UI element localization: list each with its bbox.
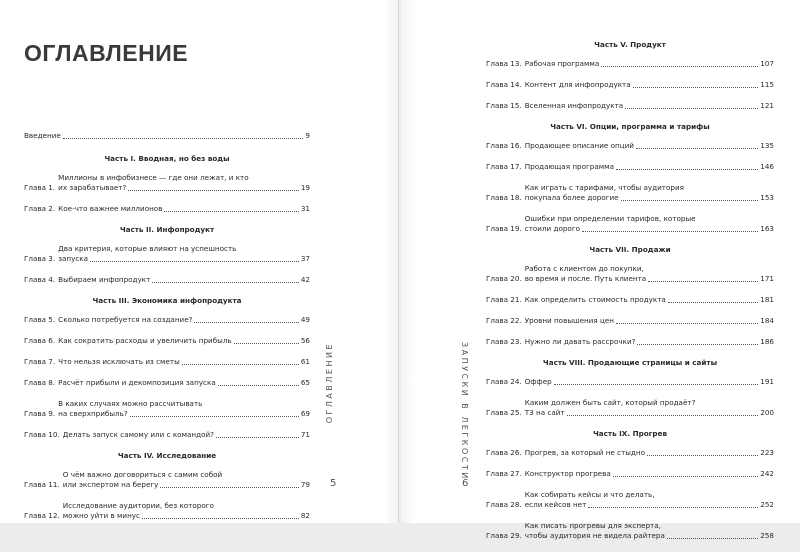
toc-entry[interactable] — [24, 399, 310, 419]
chapter-number: Глава 22. — [486, 316, 522, 325]
dot-leader — [621, 200, 759, 201]
chapter-title: Рабочая программа — [524, 59, 600, 68]
toc-intro[interactable] — [24, 131, 310, 141]
toc-entry[interactable] — [486, 377, 774, 387]
toc-entry-body — [58, 315, 310, 325]
chapter-page: 31 — [300, 204, 310, 213]
toc-entry-line — [63, 430, 310, 440]
toc-entry[interactable] — [486, 398, 774, 418]
toc-part-heading: Часть II. Инфопродукт — [119, 225, 215, 234]
chapter-number: Глава 10. — [24, 430, 60, 439]
chapter-number: Глава 3. — [24, 254, 56, 263]
toc-entry-body — [58, 173, 310, 193]
toc-entry-body — [525, 316, 774, 326]
chapter-title: Что нельзя исключать из сметы — [58, 357, 180, 366]
toc-entry-body — [24, 131, 310, 141]
toc-intro-label: Введение — [24, 131, 61, 140]
toc-entry-line — [525, 59, 774, 69]
chapter-number: Глава 14. — [486, 80, 522, 89]
chapter-number: Глава 16. — [486, 141, 522, 150]
chapter-title: Кое-что важнее миллионов — [58, 204, 163, 213]
dot-leader — [633, 87, 759, 88]
dot-leader — [588, 507, 758, 508]
dot-leader — [613, 476, 759, 477]
chapter-title: Контент для инфопродукта — [524, 80, 631, 89]
toc-entry-body — [525, 141, 774, 151]
toc-entry-line — [63, 511, 310, 521]
page-title: ОГЛАВЛЕНИЕ — [24, 40, 189, 66]
toc-entry[interactable] — [24, 244, 310, 264]
chapter-title: во время и после. Путь клиента — [524, 274, 647, 283]
chapter-page: 135 — [760, 141, 774, 150]
gutter-shadow — [401, 0, 415, 523]
dot-leader — [625, 108, 758, 109]
toc-entry[interactable] — [486, 101, 774, 111]
chapter-page: 186 — [760, 337, 774, 346]
toc-entry-line — [525, 448, 774, 458]
chapter-page: 252 — [760, 500, 774, 509]
chapter-page: 79 — [300, 480, 310, 489]
chapter-number: Глава 12. — [24, 511, 60, 520]
toc-entry[interactable] — [24, 204, 310, 214]
toc-entry-body — [525, 59, 774, 69]
chapter-title-line: Миллионы в инфобизнесе — где они лежат, и кто — [58, 173, 249, 182]
chapter-number: Глава 9. — [24, 409, 56, 418]
chapter-title: Сколько потребуется на создание? — [58, 315, 193, 324]
dot-leader — [616, 323, 758, 324]
toc-entry-line — [525, 162, 774, 172]
chapter-title: покупала более дорогие — [524, 193, 619, 202]
toc-entry-body — [525, 377, 774, 387]
toc-entry-line — [58, 204, 310, 214]
dot-leader — [637, 344, 758, 345]
toc-entry[interactable] — [486, 469, 774, 479]
dot-leader — [647, 455, 758, 456]
chapter-title-line: Исследование аудитории, без которого — [62, 501, 214, 510]
chapter-number: Глава 13. — [486, 59, 522, 68]
dot-leader — [128, 190, 299, 191]
toc-entry-line — [58, 336, 310, 346]
toc-entry[interactable] — [24, 357, 310, 367]
dot-leader — [616, 169, 758, 170]
page-number: 6 — [462, 478, 469, 489]
toc-entry-body — [58, 378, 310, 388]
toc-entry-line — [525, 377, 774, 387]
toc-entry-body — [58, 357, 310, 367]
chapter-number: Глава 5. — [24, 315, 56, 324]
dot-leader — [142, 518, 299, 519]
toc-entry-body — [525, 398, 774, 418]
toc-entry-line — [58, 357, 310, 367]
right-page — [401, 0, 800, 540]
chapter-page: 61 — [300, 357, 310, 366]
toc-entry-body — [58, 336, 310, 346]
chapter-number: Глава 20. — [486, 274, 522, 283]
toc-entry[interactable] — [486, 214, 774, 234]
dot-leader — [152, 282, 299, 283]
toc-entry[interactable] — [486, 295, 774, 305]
running-head: ЗАПУСКИ В ЛЕГКОСТИ — [460, 342, 469, 481]
chapter-number: Глава 2. — [24, 204, 56, 213]
toc-entry[interactable] — [24, 173, 310, 193]
toc-entry-line — [525, 101, 774, 111]
toc-entry-line — [525, 316, 774, 326]
chapter-title: на сверхприбыль? — [58, 409, 128, 418]
toc-entry[interactable] — [486, 162, 774, 172]
chapter-number: Глава 24. — [486, 377, 522, 386]
toc-entry-body — [525, 214, 774, 234]
chapter-title: Делать запуск самому или с командой? — [62, 430, 214, 439]
toc-part-heading: Часть IV. Исследование — [117, 451, 217, 460]
chapter-number: Глава 4. — [24, 275, 56, 284]
chapter-number: Глава 17. — [486, 162, 522, 171]
toc-entry-line — [58, 275, 310, 285]
page-number: 5 — [330, 478, 337, 489]
toc-entry-line — [525, 224, 774, 234]
chapter-page: 163 — [760, 224, 774, 233]
toc-entry[interactable] — [24, 470, 310, 490]
chapter-number: Глава 25. — [486, 408, 522, 417]
toc-entry-line — [58, 254, 310, 264]
dot-leader — [554, 384, 759, 385]
toc-entry-line — [58, 183, 310, 193]
toc-entry[interactable] — [486, 141, 774, 151]
dot-leader — [63, 138, 304, 139]
toc-entry-body — [58, 244, 310, 264]
chapter-page: 171 — [760, 274, 774, 283]
toc-entry-body — [525, 80, 774, 90]
dot-leader — [218, 385, 299, 386]
chapter-title: ТЗ на сайт — [524, 408, 565, 417]
toc-list-right — [486, 40, 774, 552]
toc-entry[interactable] — [486, 264, 774, 284]
toc-entry-line — [525, 80, 774, 90]
chapter-page: 146 — [760, 162, 774, 171]
chapter-title-line: Каким должен быть сайт, который продаёт? — [524, 398, 696, 407]
running-head: ОГЛАВЛЕНИЕ — [325, 342, 334, 424]
toc-entry-body — [525, 521, 774, 541]
toc-entry-line — [525, 274, 774, 284]
chapter-title: Как сократить расходы и увеличить прибыль — [58, 336, 232, 345]
toc-entry[interactable] — [24, 336, 310, 346]
chapter-title: можно уйти в минус — [62, 511, 141, 520]
chapter-page: 200 — [760, 408, 774, 417]
toc-entry[interactable] — [486, 337, 774, 347]
toc-entry[interactable] — [24, 315, 310, 325]
toc-entry-line — [58, 315, 310, 325]
toc-entry-body — [58, 204, 310, 214]
dot-leader — [636, 148, 758, 149]
toc-entry-body — [525, 448, 774, 458]
chapter-number: Глава 15. — [486, 101, 522, 110]
chapter-title: Конструктор прогрева — [524, 469, 611, 478]
toc-entry-line — [525, 337, 774, 347]
toc-entry-line — [24, 131, 310, 141]
toc-entry-line — [525, 408, 774, 418]
chapter-title: их зарабатывает? — [58, 183, 127, 192]
toc-part-heading: Часть IX. Прогрев — [592, 429, 667, 438]
toc-entry-line — [525, 469, 774, 479]
chapter-page: 69 — [300, 409, 310, 418]
chapter-page: 153 — [760, 193, 774, 202]
chapter-title-line: Два критерия, которые влияют на успешность — [58, 244, 237, 253]
toc-entry-body — [525, 183, 774, 203]
toc-part-heading: Часть VIII. Продающие страницы и сайты — [542, 358, 718, 367]
toc-part-heading: Часть III. Экономика инфопродукта — [92, 296, 242, 305]
dot-leader — [648, 281, 758, 282]
toc-entry-body — [525, 469, 774, 479]
chapter-title: Нужно ли давать рассрочки? — [524, 337, 636, 346]
chapter-page: 121 — [760, 101, 774, 110]
toc-entry-body — [525, 295, 774, 305]
chapter-title: чтобы аудитория не видела райтера — [524, 531, 665, 540]
toc-entry-line — [525, 295, 774, 305]
chapter-title-line: Как играть с тарифами, чтобы аудитория — [524, 183, 684, 192]
chapter-title-line: Как писать прогревы для эксперта, — [524, 521, 661, 530]
chapter-title: Расчёт прибыли и декомпозиция запуска — [58, 378, 216, 387]
chapter-page: 107 — [760, 59, 774, 68]
chapter-title: если кейсов нет — [524, 500, 587, 509]
toc-list-left — [24, 131, 310, 532]
chapter-number: Глава 1. — [24, 183, 56, 192]
toc-entry-body — [63, 501, 310, 521]
dot-leader — [194, 322, 298, 323]
toc-entry-line — [525, 531, 774, 541]
chapter-page: 42 — [300, 275, 310, 284]
toc-entry-line — [63, 480, 310, 490]
chapter-page: 82 — [300, 511, 310, 520]
toc-entry-line — [525, 193, 774, 203]
chapter-page: 65 — [300, 378, 310, 387]
chapter-title-line: В каких случаях можно рассчитывать — [58, 399, 203, 408]
chapter-number: Глава 28. — [486, 500, 522, 509]
chapter-page: 223 — [760, 448, 774, 457]
toc-entry-body — [525, 162, 774, 172]
toc-entry-body — [525, 264, 774, 284]
chapter-page: 184 — [760, 316, 774, 325]
chapter-title-line: Работа с клиентом до покупки, — [524, 264, 644, 273]
toc-entry[interactable] — [486, 521, 774, 541]
chapter-number: Глава 29. — [486, 531, 522, 540]
chapter-title: Вселенная инфопродукта — [524, 101, 624, 110]
chapter-title: Как определить стоимость продукта — [524, 295, 666, 304]
dot-leader — [234, 343, 299, 344]
toc-part-heading: Часть VII. Продажи — [589, 245, 671, 254]
chapter-page: 19 — [300, 183, 310, 192]
chapter-title: Оффер — [524, 377, 552, 386]
toc-entry[interactable] — [486, 448, 774, 458]
dot-leader — [567, 415, 759, 416]
toc-entry-line — [525, 141, 774, 151]
dot-leader — [668, 302, 758, 303]
toc-entry[interactable] — [24, 430, 310, 440]
toc-part-heading: Часть I. Вводная, но без воды — [104, 154, 230, 163]
chapter-number: Глава 6. — [24, 336, 56, 345]
toc-entry[interactable] — [486, 316, 774, 326]
chapter-page: 37 — [300, 254, 310, 263]
chapter-number: Глава 7. — [24, 357, 56, 366]
dot-leader — [182, 364, 299, 365]
chapter-title: Уровни повышения цен — [524, 316, 614, 325]
chapter-page: 181 — [760, 295, 774, 304]
toc-entry-line — [58, 409, 310, 419]
toc-entry[interactable] — [24, 501, 310, 521]
toc-entry[interactable] — [24, 275, 310, 285]
toc-part-heading: Часть VI. Опции, программа и тарифы — [550, 122, 710, 131]
chapter-page: 56 — [300, 336, 310, 345]
toc-entry-line — [525, 500, 774, 510]
dot-leader — [130, 416, 299, 417]
dot-leader — [582, 231, 758, 232]
toc-entry[interactable] — [486, 490, 774, 510]
dot-leader — [160, 487, 298, 488]
dot-leader — [601, 66, 758, 67]
chapter-number: Глава 18. — [486, 193, 522, 202]
gutter-shadow — [384, 0, 398, 523]
chapter-number: Глава 21. — [486, 295, 522, 304]
chapter-title: Продающее описание опций — [524, 141, 634, 150]
chapter-title: или экспертом на берегу — [62, 480, 159, 489]
chapter-number: Глава 19. — [486, 224, 522, 233]
chapter-title: стоили дорого — [524, 224, 581, 233]
chapter-title: Выбираем инфопродукт — [58, 275, 151, 284]
toc-entry-body — [525, 337, 774, 347]
chapter-number: Глава 23. — [486, 337, 522, 346]
chapter-title: Прогрев, за который не стыдно — [524, 448, 645, 457]
toc-entry[interactable] — [24, 378, 310, 388]
toc-entry-line — [58, 378, 310, 388]
toc-entry-body — [63, 430, 310, 440]
chapter-page: 242 — [760, 469, 774, 478]
chapter-title-line: Как собирать кейсы и что делать, — [524, 490, 655, 499]
chapter-number: Глава 8. — [24, 378, 56, 387]
chapter-number: Глава 26. — [486, 448, 522, 457]
dot-leader — [216, 437, 299, 438]
toc-entry-body — [525, 490, 774, 510]
chapter-title-line: Ошибки при определении тарифов, которые — [524, 214, 696, 223]
left-page — [0, 0, 399, 523]
toc-entry[interactable] — [486, 80, 774, 90]
dot-leader — [164, 211, 298, 212]
toc-entry[interactable] — [486, 183, 774, 203]
chapter-title: запуска — [58, 254, 89, 263]
chapter-page: 191 — [760, 377, 774, 386]
chapter-title-line: О чём важно договориться с самим собой — [62, 470, 223, 479]
chapter-title: Продающая программа — [524, 162, 614, 171]
chapter-page: 115 — [760, 80, 774, 89]
toc-entry[interactable] — [486, 59, 774, 69]
toc-entry-body — [525, 101, 774, 111]
toc-part-heading: Часть V. Продукт — [594, 40, 666, 49]
toc-entry-body — [63, 470, 310, 490]
toc-entry-body — [58, 275, 310, 285]
toc-intro-page: 9 — [305, 131, 310, 140]
chapter-page: 258 — [760, 531, 774, 540]
chapter-number: Глава 11. — [24, 480, 60, 489]
chapter-page: 49 — [300, 315, 310, 324]
chapter-number: Глава 27. — [486, 469, 522, 478]
dot-leader — [667, 538, 758, 539]
toc-entry-body — [58, 399, 310, 419]
dot-leader — [90, 261, 299, 262]
chapter-page: 71 — [300, 430, 310, 439]
